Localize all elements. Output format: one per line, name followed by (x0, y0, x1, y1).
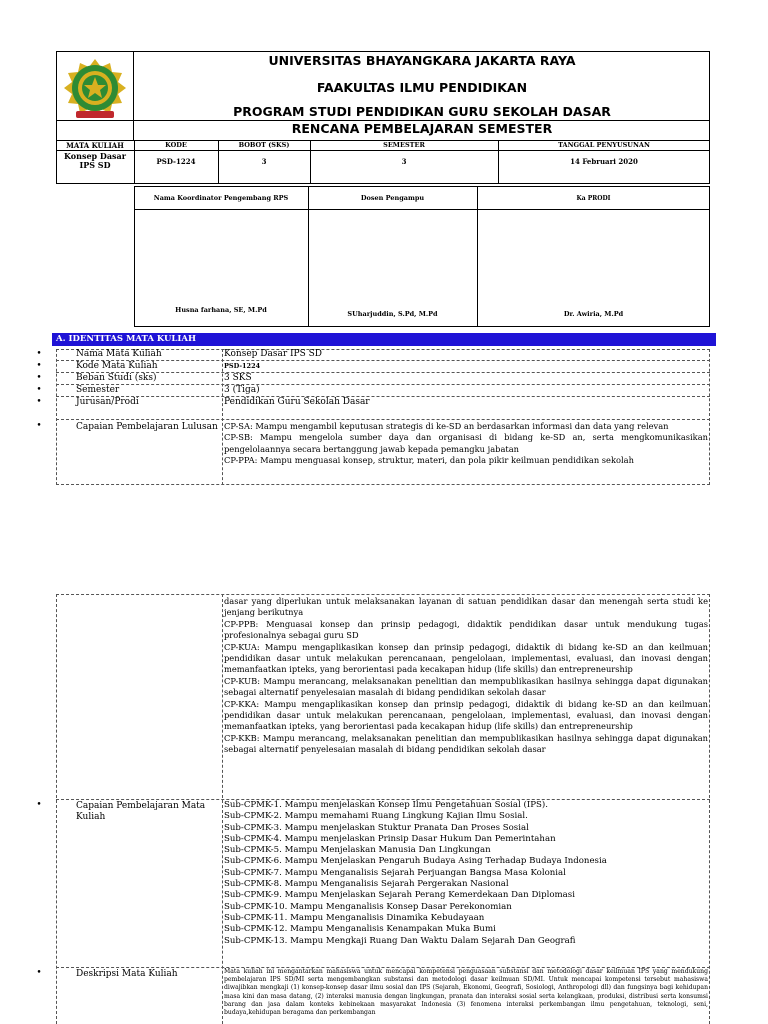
head-label: Ka PRODI (576, 195, 611, 202)
table-row (36, 349, 710, 361)
course-semester: 3 (401, 157, 407, 166)
bullet: • (36, 397, 42, 407)
section-a-title: A. IDENTITAS MATA KULIAH (52, 333, 716, 346)
header-code: KODE (165, 141, 187, 149)
row-value: Pendidikan Guru Sekolah Dasar (224, 397, 370, 407)
table-row (36, 385, 710, 397)
row-value: Konsep Dasar IPS SD (224, 349, 323, 359)
cpmk-label: Capaian Pembelajaran Mata Kuliah (76, 801, 206, 822)
table-row (36, 397, 710, 420)
cpmk-item: Sub-CPMK-8. Mampu Menganalisis Sejarah Pergerakan Nasional (224, 879, 509, 890)
cpmk-item: Sub-CPMK-13. Mampu Mengkaji Ruang Dan Waktu Dalam Sejarah Dan Geografi (224, 935, 576, 946)
header-semester: SEMESTER (383, 141, 425, 149)
university-logo (56, 51, 134, 140)
table-row (36, 373, 710, 385)
document-title: RENCANA PEMBELAJARAN SEMESTER (291, 121, 553, 136)
header-course: MATA KULIAH (66, 141, 124, 150)
cpmk-item: Sub-CPMK-12. Mampu Menganalisis Kenampakan Muka Bumi (224, 924, 496, 935)
header-credits: BOBOT (SKS) (238, 141, 290, 149)
bullet: • (36, 968, 42, 978)
program-name: PROGRAM STUDI PENDIDIKAN GURU SEKOLAH DASAR (233, 104, 611, 119)
cpl-item: CP-SA: Mampu mengambil keputusan strategis di ke-SD an berdasarkan informasi dan data yang relevan (224, 421, 669, 431)
lecturer-label: Dosen Pengampu (360, 194, 425, 202)
row-label: Beban Studi (sks) (76, 373, 157, 383)
cpmk-list (224, 800, 708, 947)
header-date: TANGGAL PENYUSUNAN (558, 141, 650, 149)
bullet: • (36, 349, 42, 359)
cpmk-item: Sub-CPMK-7. Mampu Menganalisis Sejarah Perjuangan Bangsa Masa Kolonial (224, 867, 566, 878)
bullet: • (36, 361, 42, 371)
coordinator-label: Nama Koordinator Pengembang RPS (153, 194, 289, 202)
cpmk-item: Sub-CPMK-4. Mampu menjelaskan Prinsip Dasar Hukum Dan Pemerintahan (224, 833, 556, 844)
divider (134, 209, 710, 210)
row-label: Jurusan/Prodi (76, 397, 139, 407)
cpl-item: CP-KKA: Mampu mengaplikasikan konsep dan prinsip pedagogi, didaktik di bidang ke-SD an dan keilmuan pendidikan dasar untuk melakukan perencanaan, pengelolaan, implementasi, evaluasi, dan inovasi dengan memanfaatkan ipteks, yang berorientasi pada kecakapan hidup (life skills) dan entrepreneurship (224, 698, 708, 732)
bullet: • (36, 421, 42, 431)
bullet: • (36, 373, 42, 383)
faculty-name: FAAKULTAS ILMU PENDIDIKAN (316, 80, 528, 95)
course-date: 14 Februari 2020 (570, 157, 638, 166)
cpl-item: CP-PPB: Menguasai konsep dan prinsip pedagogi, didaktik pendidikan dasar untuk mendukung tugas profesionalnya sebagai guru SD (224, 618, 708, 641)
lecturer-name: SUharjuddin, S.Pd, M.Pd (347, 310, 438, 318)
course-name: Konsep Dasar IPS SD (64, 151, 126, 170)
cpmk-item: Sub-CPMK-10. Mampu Menganalisis Konsep Dasar Perekonomian (224, 901, 512, 912)
cpl-item: dasar yang diperlukan untuk melaksanakan layanan di satuan pendidikan dasar dan menengah serta studi ke jenjang berikutnya (224, 596, 708, 618)
cpl-list-continued (224, 596, 708, 756)
cpl-item: CP-SB: Mampu mengelola sumber daya dan organisasi di bidang ke-SD an, serta mengkomunikasikan pengelolaannya secara bertanggung jawab kepada pemangku jabatan (224, 432, 708, 454)
cpl-item: CP-KKB: Mampu merancang, melaksanakan penelitian dan mempublikasikan hasilnya sehingga dapat digunakan sebagai alternatif penyelesaian masalah di bidang pendidikan sekolah dasar (224, 732, 708, 755)
cpmk-item: Sub-CPMK-6. Mampu Menjelaskan Pengaruh Budaya Asing Terhadap Budaya Indonesia (224, 856, 607, 867)
cpmk-item: Sub-CPMK-2. Mampu memahami Ruang Lingkung Kajian Ilmu Sosial. (224, 811, 528, 822)
cpl-list (224, 421, 708, 467)
cpmk-item: Sub-CPMK-9. Mampu Menjelaskan Sejarah Perang Kemerdekaan Dan Diplomasi (224, 890, 575, 901)
course-credits: 3 (261, 157, 267, 166)
divider (477, 186, 478, 327)
cpmk-item: Sub-CPMK-5. Mampu Menjelaskan Manusia Dan Lingkungan (224, 845, 491, 856)
row-label: Semester (76, 385, 120, 395)
cpl-item: CP-PPA: Mampu menguasai konsep, struktur, materi, dan pola pikir keilmuan pendidikan sekolah (224, 455, 634, 466)
cpl-item: CP-KUB: Mampu merancang, melaksanakan penelitian dan mempublikasikan hasilnya sehingga dapat digunakan sebagai alternatif penyelesaian masalah di bidang pendidikan sekolah dasar (224, 675, 708, 698)
course-description: Mata kuliah ini mengantarkan mahasiswa untuk mencapai kompetensi penguasaan substansi dan metodologi dasar keilmuan IPS yang mendukung pembelajaran IPS SD/MI serta mengembangkan substansi dan metodologi dasar keilmuan SD/MI. Untuk mencapai kompetensi tersebut mahasiswa diwajibkan mengkaji (1) konsep-konsep dasar ilmu sosial dan IPS (Sejarah, Ekonomi, Geografi, Sosiologi, Anthropologi dll) dan fungsinya bagi kehidupan masa kini dan masa datang, (2) interaksi manusia dengan lingkungan, pranata dan interaksi sosial serta kelangkaan, produksi, distribusi serta konsumsi barang dan jasa dalam konteks kebinekaan masyarakat Indonesia (3) fenomena interaksi perkembangan ilmu pengetahuan, teknologi, seni, budaya,kehidupan beragama dan perkembangan (224, 968, 708, 1017)
course-code: PSD-1224 (156, 157, 196, 166)
table-row (36, 361, 710, 373)
row-label: Nama Mata Kuliah (76, 349, 162, 359)
row-label: Kode Mata Kuliah (76, 361, 158, 371)
cpl-label: Capaian Pembelajaran Lulusan (76, 422, 218, 432)
university-name: UNIVERSITAS BHAYANGKARA JAKARTA RAYA (268, 53, 576, 68)
divider (308, 186, 309, 327)
desc-label: Deskripsi Mata Kuliah (76, 969, 178, 979)
row-value: 3 SKS (224, 373, 252, 383)
bullet: • (36, 800, 42, 810)
cpmk-item: Sub-CPMK-1. Mampu menjelaskan Konsep Ilmu Pengetahuan Sosial (IPS). (224, 800, 549, 810)
divider (56, 150, 710, 151)
cpl-item: CP-KUA: Mampu mengaplikasikan konsep dan prinsip pedagogi, didaktik di bidang ke-SD an dan keilmuan pendidikan dasar untuk melakukan perencanaan, pengelolaan, implementasi, evaluasi, dan inovasi dengan memanfaatkan ipteks, yang berorientasi pada kecakapan hidup (life skills) dan entrepreneurship (224, 641, 708, 675)
head-name: Dr. Awiria, M.Pd (563, 310, 624, 318)
row-value: PSD-1224 (224, 362, 261, 370)
divider (222, 594, 223, 1024)
cpmk-item: Sub-CPMK-11. Mampu Menganalisis Dinamika Kebudayaan (224, 912, 485, 923)
coordinator-name: Husna farhana, SE, M.Pd (175, 306, 267, 314)
logo-cell (56, 51, 134, 140)
bullet: • (36, 385, 42, 395)
row-value: 3 (Tiga) (224, 385, 260, 395)
cpmk-item: Sub-CPMK-3. Mampu menjelaskan Stuktur Pranata Dan Proses Sosial (224, 822, 529, 833)
